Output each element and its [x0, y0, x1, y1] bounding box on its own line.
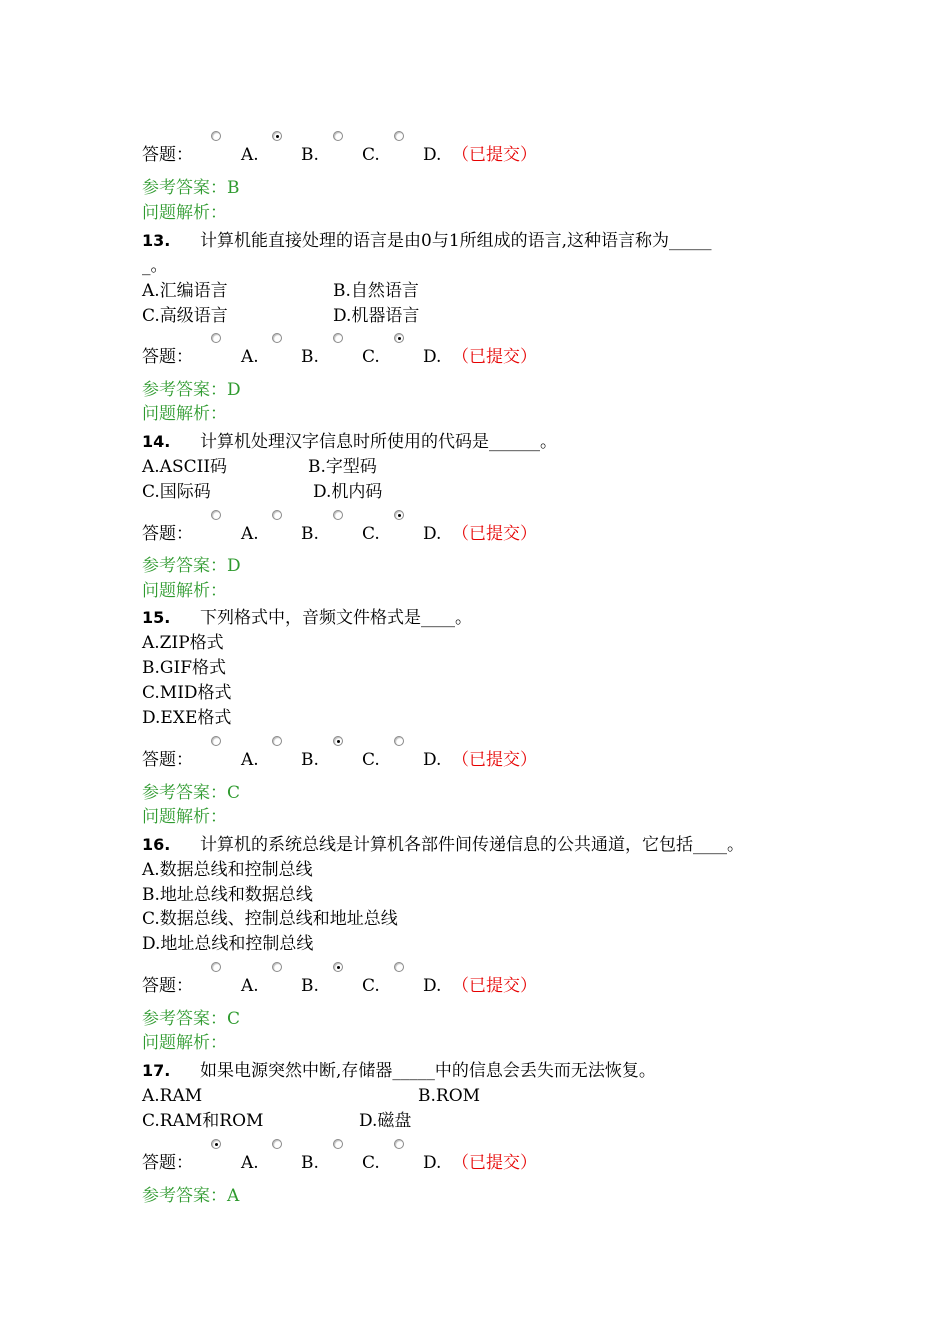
radio-b[interactable]: [272, 333, 282, 343]
analysis-label: 问题解析：: [142, 807, 227, 827]
option-c: C.RAM和ROM: [142, 1111, 264, 1131]
choice-c-label: C.: [362, 347, 380, 367]
choice-a-label: A.: [241, 145, 259, 165]
option-a: A.RAM: [142, 1086, 203, 1106]
answer-label: 答题：: [142, 976, 193, 996]
radio-d[interactable]: [394, 333, 404, 343]
option-b: B.自然语言: [333, 281, 419, 301]
analysis-label: 问题解析：: [142, 1033, 227, 1053]
analysis-label: 问题解析：: [142, 203, 227, 223]
option-d: D.磁盘: [359, 1111, 412, 1131]
choice-d-label: D.: [423, 524, 442, 544]
choice-d-label: D.: [423, 976, 442, 996]
option-d: D.机器语言: [333, 306, 420, 326]
radio-b[interactable]: [272, 962, 282, 972]
radio-a[interactable]: [211, 510, 221, 520]
analysis-label: 问题解析：: [142, 581, 227, 601]
question-text: 计算机的系统总线是计算机各部件间传递信息的公共通道，它包括____。: [200, 835, 744, 855]
radio-c[interactable]: [333, 333, 343, 343]
radio-b[interactable]: [272, 131, 282, 141]
radio-b[interactable]: [272, 1139, 282, 1149]
reference-answer: 参考答案：D: [142, 556, 241, 576]
radio-c[interactable]: [333, 131, 343, 141]
option-c: C.国际码: [142, 482, 211, 502]
reference-answer: 参考答案：B: [142, 178, 240, 198]
choice-c-label: C.: [362, 524, 380, 544]
option-b: B.字型码: [308, 457, 377, 477]
question-number: 16.: [142, 835, 171, 854]
question-text: 计算机处理汉字信息时所使用的代码是______。: [200, 432, 557, 452]
submitted-status: （已提交）: [452, 976, 537, 996]
choice-a-label: A.: [241, 1153, 259, 1173]
question-text: 下列格式中，音频文件格式是____。: [200, 608, 472, 628]
option-c: C.MID格式: [142, 683, 232, 703]
radio-d[interactable]: [394, 736, 404, 746]
choice-c-label: C.: [362, 750, 380, 770]
choice-b-label: B.: [301, 1153, 319, 1173]
question-text: 如果电源突然中断,存储器_____中的信息会丢失而无法恢复。: [200, 1061, 656, 1081]
choice-c-label: C.: [362, 145, 380, 165]
radio-b[interactable]: [272, 510, 282, 520]
submitted-status: （已提交）: [452, 750, 537, 770]
analysis-label: 问题解析：: [142, 404, 227, 424]
radio-b[interactable]: [272, 736, 282, 746]
option-a: A.汇编语言: [142, 281, 228, 301]
choice-d-label: D.: [423, 1153, 442, 1173]
submitted-status: （已提交）: [452, 145, 537, 165]
option-b: B.ROM: [418, 1086, 481, 1106]
question-number: 13.: [142, 231, 171, 250]
question-number: 17.: [142, 1061, 171, 1080]
choice-d-label: D.: [423, 347, 442, 367]
answer-label: 答题：: [142, 750, 193, 770]
option-c: C.数据总线、控制总线和地址总线: [142, 909, 398, 929]
choice-a-label: A.: [241, 976, 259, 996]
choice-a-label: A.: [241, 347, 259, 367]
option-b: B.GIF格式: [142, 658, 226, 678]
option-d: D.地址总线和控制总线: [142, 934, 314, 954]
question-text-continued: _。: [142, 256, 168, 276]
radio-a[interactable]: [211, 736, 221, 746]
radio-c[interactable]: [333, 962, 343, 972]
submitted-status: （已提交）: [452, 1153, 537, 1173]
radio-d[interactable]: [394, 962, 404, 972]
radio-d[interactable]: [394, 131, 404, 141]
radio-d[interactable]: [394, 510, 404, 520]
reference-answer: 参考答案：D: [142, 380, 241, 400]
question-number: 15.: [142, 608, 171, 627]
reference-answer: 参考答案：C: [142, 783, 241, 803]
reference-answer: 参考答案：C: [142, 1009, 241, 1029]
answer-label: 答题：: [142, 524, 193, 544]
reference-answer: 参考答案：A: [142, 1186, 240, 1206]
choice-a-label: A.: [241, 750, 259, 770]
choice-c-label: C.: [362, 976, 380, 996]
question-number: 14.: [142, 432, 171, 451]
option-a: A.ZIP格式: [142, 633, 224, 653]
radio-d[interactable]: [394, 1139, 404, 1149]
option-d: D.EXE格式: [142, 708, 232, 728]
answer-label: 答题：: [142, 145, 193, 165]
choice-b-label: B.: [301, 976, 319, 996]
choice-d-label: D.: [423, 750, 442, 770]
radio-a[interactable]: [211, 131, 221, 141]
answer-label: 答题：: [142, 1153, 193, 1173]
radio-a[interactable]: [211, 1139, 221, 1149]
radio-c[interactable]: [333, 1139, 343, 1149]
choice-a-label: A.: [241, 524, 259, 544]
submitted-status: （已提交）: [452, 524, 537, 544]
option-a: A.数据总线和控制总线: [142, 860, 313, 880]
radio-a[interactable]: [211, 962, 221, 972]
choice-b-label: B.: [301, 750, 319, 770]
choice-c-label: C.: [362, 1153, 380, 1173]
option-b: B.地址总线和数据总线: [142, 885, 313, 905]
option-c: C.高级语言: [142, 306, 228, 326]
choice-b-label: B.: [301, 145, 319, 165]
option-d: D.机内码: [313, 482, 383, 502]
question-text: 计算机能直接处理的语言是由0与1所组成的语言,这种语言称为_____: [200, 231, 712, 251]
submitted-status: （已提交）: [452, 347, 537, 367]
radio-c[interactable]: [333, 736, 343, 746]
radio-c[interactable]: [333, 510, 343, 520]
choice-b-label: B.: [301, 347, 319, 367]
choice-b-label: B.: [301, 524, 319, 544]
radio-a[interactable]: [211, 333, 221, 343]
option-a: A.ASCII码: [142, 457, 228, 477]
choice-d-label: D.: [423, 145, 442, 165]
answer-label: 答题：: [142, 347, 193, 367]
